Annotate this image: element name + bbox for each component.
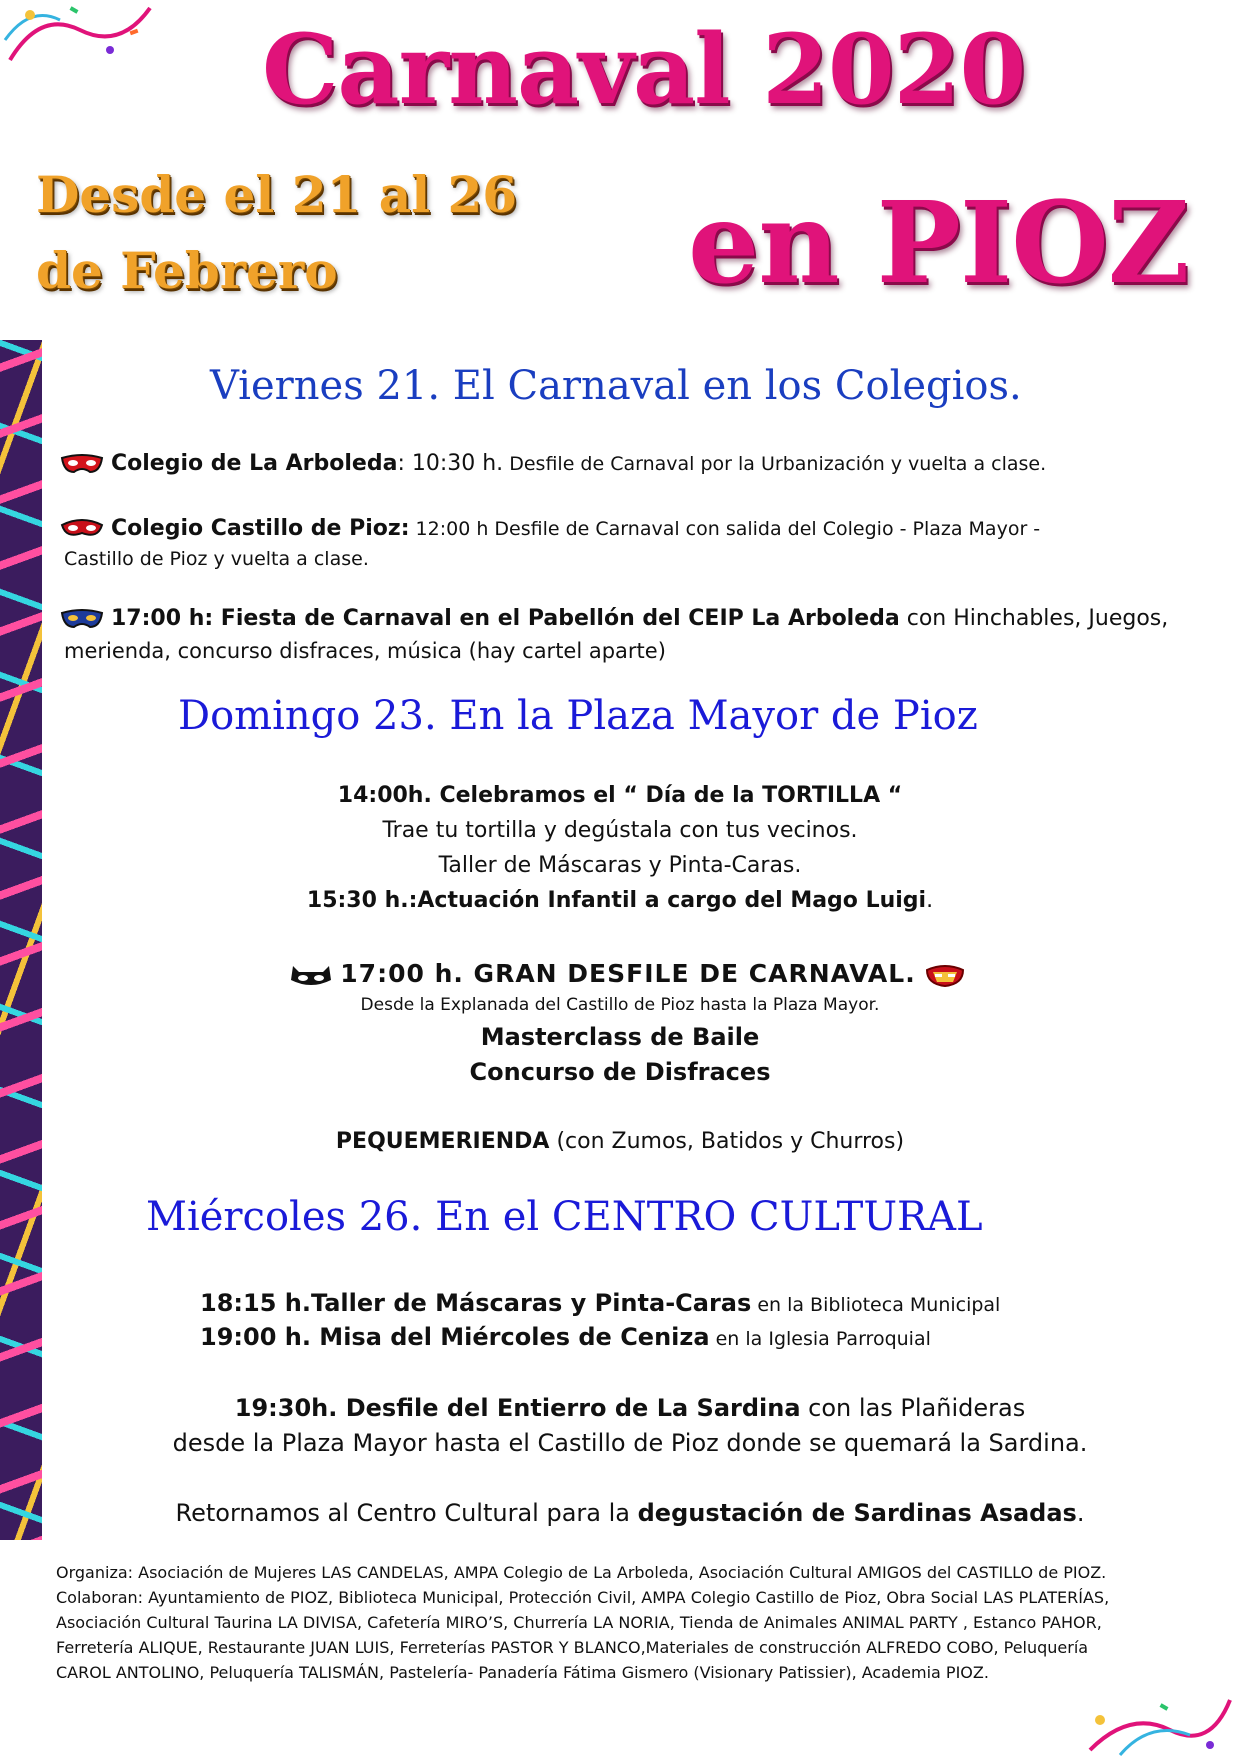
gran-desfile-text: 17:00 h. GRAN DESFILE DE CARNAVAL. <box>340 959 916 988</box>
planideras-text: con las Plañideras <box>800 1394 1026 1422</box>
domingo-line8 <box>240 1057 1000 1088</box>
dates-line2: de Febrero <box>36 241 338 300</box>
castillo-desc1: 12:00 h Desfile de Carnaval con salida del Colegio - Plaza Mayor - <box>409 518 1041 540</box>
title-en-pioz: en PIOZ <box>688 178 1189 309</box>
heading-miercoles: Miércoles 26. En el CENTRO CULTURAL <box>146 1194 983 1240</box>
red-carnival-mask-icon <box>60 452 104 476</box>
arboleda-desc: Desfile de Carnaval por la Urbanización y vuelta a clase. <box>503 453 1047 475</box>
ironman-mask-icon <box>923 964 967 988</box>
domingo-line7 <box>240 1022 1000 1053</box>
title-carnaval-2020: Carnaval 2020 <box>262 13 1026 126</box>
batman-mask-icon <box>289 964 333 988</box>
pequemerienda-rest: (con Zumos, Batidos y Churros) <box>549 1129 905 1154</box>
domingo-line4 <box>240 887 1000 916</box>
masterclass-text: Masterclass de Baile <box>480 1023 760 1051</box>
domingo-line5 <box>228 958 1028 991</box>
fiesta-desc2: merienda, concurso disfraces, música (hay cartel aparte) <box>64 639 666 663</box>
heading-domingo: Domingo 23. En la Plaza Mayor de Pioz <box>178 693 978 739</box>
footer-line2: Colaboran: Ayuntamiento de PIOZ, Biblioteca Municipal, Protección Civil, AMPA Colegio Castillo de Pioz, Obra Social LAS PLATERÍAS, <box>56 1588 1110 1607</box>
retornamos-end: . <box>1076 1499 1085 1527</box>
footer-line5: CAROL ANTOLINO, Peluquería TALISMÁN, Pastelería- Panadería Fátima Gismero (Visionary Patissier), Academia PIOZ. <box>56 1663 989 1682</box>
domingo-line6: Desde la Explanada del Castillo de Pioz hasta la Plaza Mayor. <box>360 995 880 1015</box>
dates-line1: Desde el 21 al 26 <box>36 165 518 224</box>
footer-line1: Organiza: Asociación de Mujeres LAS CANDELAS, AMPA Colegio de La Arboleda, Asociación Cultural AMIGOS del CASTILLO de PIOZ. <box>56 1563 1107 1582</box>
castillo-name: Colegio Castillo de Pioz: <box>111 516 410 541</box>
viernes-item-fiesta <box>60 605 1168 634</box>
iglesia-text: en la Iglesia Parroquial <box>709 1328 931 1350</box>
miercoles-line2 <box>200 1322 931 1353</box>
degustacion-text: degustación de Sardinas Asadas <box>637 1499 1077 1527</box>
carnival-pattern-strip <box>0 340 42 1540</box>
domingo-line9 <box>240 1128 1000 1157</box>
domingo-line1 <box>240 782 1000 811</box>
miercoles-line5 <box>100 1498 1160 1529</box>
arboleda-time: : 10:30 h. <box>397 451 504 476</box>
miercoles-line1 <box>200 1288 1000 1319</box>
mago-luigi-text: 15:30 h.:Actuación Infantil a cargo del Mago Luigi <box>306 888 927 913</box>
footer-line3: Asociación Cultural Taurina LA DIVISA, Cafetería MIRO’S, Churrería LA NORIA, Tienda de Animales ANIMAL PARTY , Estanco PAHOR, <box>56 1613 1102 1632</box>
domingo-line3: Taller de Máscaras y Pinta-Caras. <box>438 853 802 878</box>
viernes-item-arboleda <box>60 450 1046 479</box>
fiesta-bold: 17:00 h: Fiesta de Carnaval en el Pabellón del CEIP La Arboleda <box>111 606 900 631</box>
footer-credits <box>56 1560 1109 1685</box>
taller-mascaras-text: 18:15 h.Taller de Máscaras y Pinta-Caras <box>200 1289 752 1317</box>
heading-viernes: Viernes 21. El Carnaval en los Colegios. <box>210 363 1022 409</box>
sardina-text: 19:30h. Desfile del Entierro de La Sardina <box>234 1394 801 1422</box>
footer-line4: Ferretería ALIQUE, Restaurante JUAN LUIS, Ferreterías PASTOR Y BLANCO,Materiales de construcción ALFREDO COBO, Peluquería <box>56 1638 1089 1657</box>
tortilla-text: 14:00h. Celebramos el “ Día de la TORTILLA “ <box>337 783 903 808</box>
mago-luigi-end: . <box>926 888 934 913</box>
retornamos-text: Retornamos al Centro Cultural para la <box>175 1499 638 1527</box>
miercoles-line3 <box>100 1393 1160 1424</box>
confetti-decoration-bottom <box>1080 1690 1240 1760</box>
misa-text: 19:00 h. Misa del Miércoles de Ceniza <box>200 1323 710 1351</box>
confetti-decoration-top <box>0 0 160 70</box>
viernes-item-castillo <box>60 515 1040 544</box>
concurso-text: Concurso de Disfraces <box>469 1058 771 1086</box>
pequemerienda-text: PEQUEMERIENDA <box>335 1129 550 1154</box>
red-superhero-mask-icon <box>60 517 104 541</box>
domingo-line2: Trae tu tortilla y degústala con tus vecinos. <box>382 818 858 843</box>
castillo-desc2: Castillo de Pioz y vuelta a clase. <box>64 548 369 570</box>
fiesta-desc1: con Hinchables, Juegos, <box>899 606 1169 631</box>
blue-carnival-mask-icon <box>60 607 104 631</box>
arboleda-name: Colegio de La Arboleda <box>111 451 398 476</box>
miercoles-line4: desde la Plaza Mayor hasta el Castillo de Pioz donde se quemará la Sardina. <box>172 1429 1088 1457</box>
biblioteca-text: en la Biblioteca Municipal <box>751 1294 1001 1316</box>
